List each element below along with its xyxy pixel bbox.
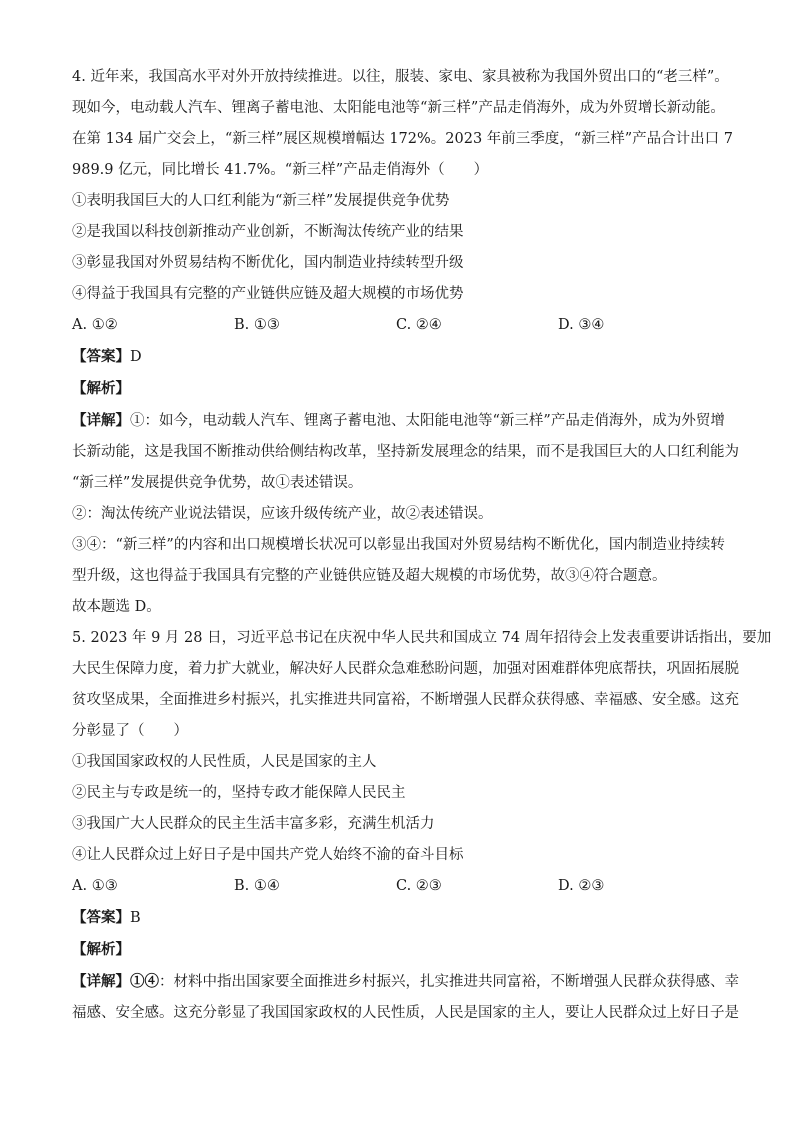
q4-stem-line: 989.9 亿元，同比增长 41.7%。“新三样”产品走俏海外（ ） bbox=[72, 162, 489, 178]
q5-answer bbox=[72, 902, 722, 934]
q5-detail-line: 福感、安全感。这充分彰显了我国国家政权的人民性质，人民是国家的主人，要让人民群众过上好日子是 bbox=[72, 1005, 739, 1021]
q4-option-d: D. ③④ bbox=[558, 317, 605, 333]
q4-answer bbox=[72, 341, 722, 373]
q5-option-a: A. ①③ bbox=[72, 878, 118, 894]
q4-statement-4: ④得益于我国具有完整的产业链供应链及超大规模的市场优势 bbox=[72, 286, 464, 302]
q5-detail-line: 【详解】①④：材料中指出国家要全面推进乡村振兴，扎实推进共同富裕，不断增强人民群众获得感、幸 bbox=[72, 973, 739, 990]
q4-statement-3: ③彰显我国对外贸易结构不断优化，国内制造业持续转型升级 bbox=[72, 255, 464, 271]
answer-tag: 【答案】 bbox=[72, 909, 130, 926]
answer-tag: 【答案】 bbox=[72, 348, 130, 365]
q4-detail-line: 长新动能，这是我国不断推动供给侧结构改革，坚持新发展理念的结果，而不是我国巨大的人口红利能为 bbox=[72, 444, 739, 460]
q5-stem-line: 分彰显了（ ） bbox=[72, 723, 188, 739]
q4-conclusion: 故本题选 D。 bbox=[72, 599, 161, 615]
q4-detail-line: 型升级，这也得益于我国具有完整的产业链供应链及超大规模的市场优势，故③④符合题意。 bbox=[72, 568, 667, 584]
q4-stem-line: 在第 134 届广交会上，“新三样”展区规模增幅达 172%。2023 年前三季度，“新三样”产品合计出口 7 bbox=[72, 131, 733, 147]
q4-option-b: B. ①③ bbox=[234, 317, 280, 333]
q5-statement-3: ③我国广大人民群众的民主生活丰富多彩，充满生机活力 bbox=[72, 816, 435, 832]
q5-stem-line: 5. 2023 年 9 月 28 日，习近平总书记在庆祝中华人民共和国成立 74 周年招待会上发表重要讲话指出，要加 bbox=[72, 630, 772, 646]
question-5 bbox=[72, 623, 772, 1029]
q5-options bbox=[72, 871, 722, 902]
answer-value: B bbox=[130, 910, 141, 926]
q4-detail-line: ③④：“新三样”的内容和出口规模增长状况可以彰显出我国对外贸易结构不断优化，国内制造业持续转 bbox=[72, 537, 725, 553]
q5-option-d: D. ②③ bbox=[558, 878, 605, 894]
document-page bbox=[72, 62, 772, 1029]
detail-tag: 【详解】 bbox=[72, 412, 130, 429]
q4-stem-line: 4. 近年来，我国高水平对外开放持续推进。以往，服装、家电、家具被称为我国外贸出口的“老三样”。 bbox=[72, 69, 729, 85]
q4-detail-line: “新三样”发展提供竞争优势，故①表述错误。 bbox=[72, 475, 363, 491]
q5-option-b: B. ①④ bbox=[234, 878, 280, 894]
q5-statement-4: ④让人民群众过上好日子是中国共产党人始终不渝的奋斗目标 bbox=[72, 847, 464, 863]
answer-value: D bbox=[130, 349, 142, 365]
q4-options bbox=[72, 310, 722, 341]
q5-stem-line: 贫攻坚成果，全面推进乡村振兴，扎实推进共同富裕，不断增强人民群众获得感、幸福感、安全感。这充 bbox=[72, 692, 739, 708]
question-4 bbox=[72, 62, 739, 623]
q5-statement-2: ②民主与专政是统一的，坚持专政才能保障人民民主 bbox=[72, 785, 406, 801]
detail-tag: 【详解】 bbox=[72, 973, 130, 990]
q5-analysis-heading: 【解析】 bbox=[72, 941, 130, 958]
q4-statement-2: ②是我国以科技创新推动产业创新，不断淘汰传统产业的结果 bbox=[72, 224, 464, 240]
q4-detail-line: ②：淘汰传统产业说法错误，应该升级传统产业，故②表述错误。 bbox=[72, 506, 493, 522]
q5-stem-line: 大民生保障力度，着力扩大就业，解决好人民群众急难愁盼问题，加强对困难群体兜底帮扶，巩固拓展脱 bbox=[72, 661, 739, 677]
q5-option-c: C. ②③ bbox=[396, 878, 442, 894]
q4-option-a: A. ①② bbox=[72, 317, 118, 333]
q4-statement-1: ①表明我国巨大的人口红利能为“新三样”发展提供竞争优势 bbox=[72, 193, 450, 209]
q4-analysis-heading: 【解析】 bbox=[72, 380, 130, 397]
q5-statement-1: ①我国国家政权的人民性质，人民是国家的主人 bbox=[72, 754, 377, 770]
q4-detail-line: 【详解】①：如今，电动载人汽车、锂离子蓄电池、太阳能电池等“新三样”产品走俏海外，成为外贸增 bbox=[72, 412, 725, 429]
q4-stem-line: 现如今，电动载人汽车、锂离子蓄电池、太阳能电池等“新三样”产品走俏海外，成为外贸增长新动能。 bbox=[72, 100, 725, 116]
q4-option-c: C. ②④ bbox=[396, 317, 442, 333]
